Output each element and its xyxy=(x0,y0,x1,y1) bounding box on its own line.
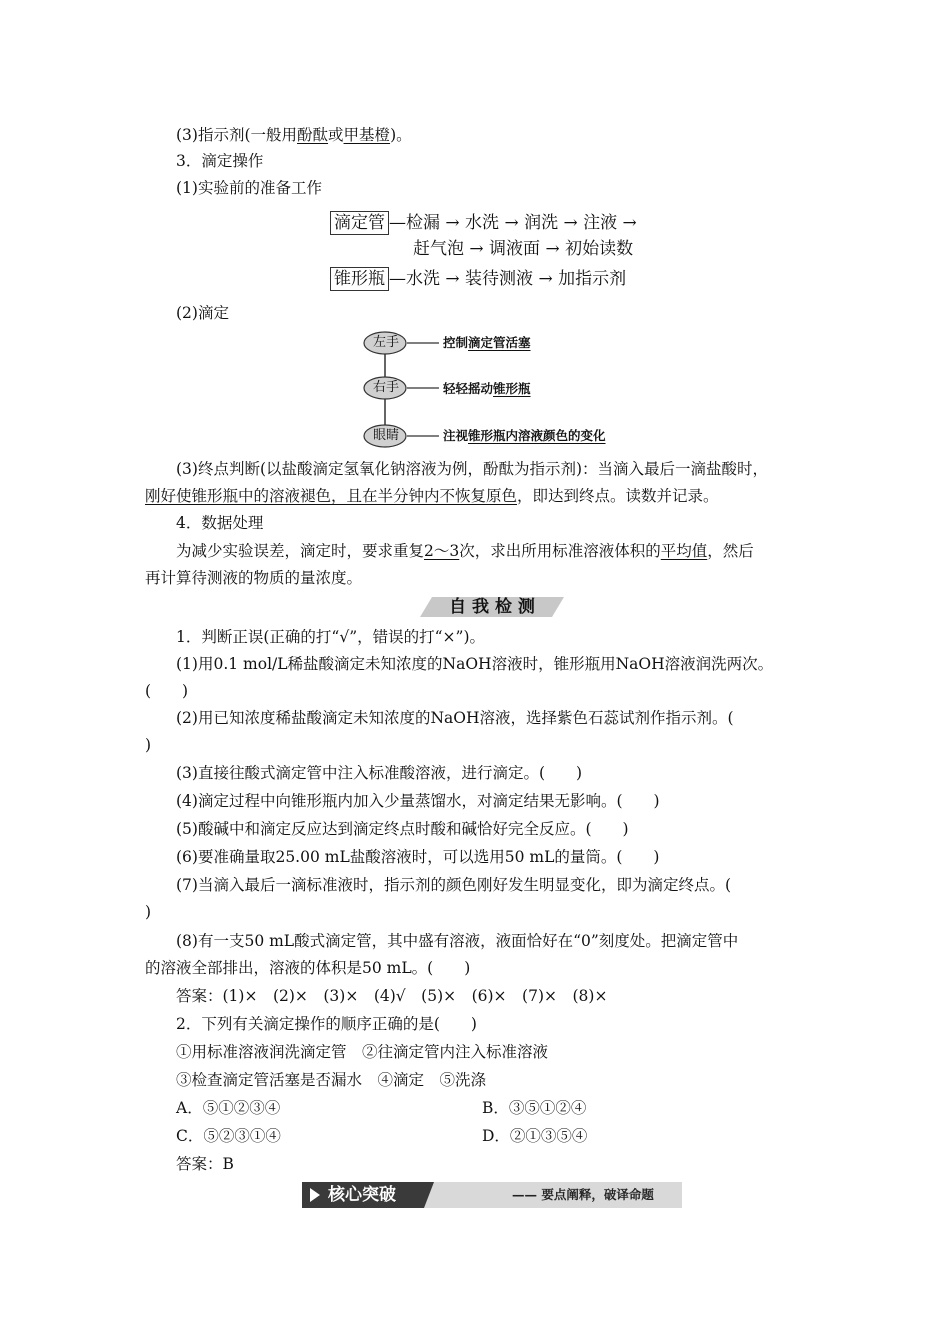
q1-7-paren: ) xyxy=(145,903,152,921)
q1-8: (8)有一支50 mL酸式滴定管，其中盛有溶液，液面恰好在“0”刻度处。把滴定管中 xyxy=(176,932,739,950)
eyes-label: 眼睛 xyxy=(372,428,399,443)
section-3-heading: 3．滴定操作 xyxy=(176,152,264,170)
section-3-1-heading: (1)实验前的准备工作 xyxy=(176,179,322,197)
answer-2: 答案：B xyxy=(176,1155,234,1173)
text: ，即达到终点。读数并记录。 xyxy=(517,487,719,505)
q1-1: (1)用0.1 mol/L稀盐酸滴定未知浓度的NaOH溶液时，锥形瓶用NaOH溶液润洗两次。 xyxy=(176,655,774,673)
average-value: 平均值 xyxy=(660,542,708,560)
q1-8-cont: 的溶液全部排出，溶液的体积是50 mL。( ) xyxy=(145,959,471,977)
text: )。 xyxy=(390,126,412,144)
endpoint-line1: (3)终点判断(以盐酸滴定氢氧化钠溶液为例，酚酞为指示剂)：当滴入最后一滴盐酸时， xyxy=(176,460,769,478)
data-processing-line2: 再计算待测液的物质的量浓度。 xyxy=(145,569,363,587)
flow-row-burette xyxy=(330,210,637,236)
q1-4: (4)滴定过程中向锥形瓶内加入少量蒸馏水，对滴定结果无影响。( ) xyxy=(176,792,660,810)
text: 轻轻摇动 xyxy=(443,381,494,396)
q1-2-paren: ) xyxy=(145,736,152,754)
text: 注视 xyxy=(443,428,469,443)
option-c: C．⑤②③①④ xyxy=(176,1127,281,1145)
section-4-heading: 4．数据处理 xyxy=(176,514,264,532)
methyl-orange: 甲基橙 xyxy=(343,126,391,144)
text: 为减少实验误差，滴定时，要求重复 xyxy=(176,542,425,560)
core-banner-subtitle: —— 要点阐释，破译命题 xyxy=(512,1187,654,1202)
repeat-count: 2～3 xyxy=(424,542,460,560)
q2-title: 2．下列有关滴定操作的顺序正确的是( ) xyxy=(176,1015,477,1033)
flask: 锥形瓶 xyxy=(493,381,531,396)
core-banner-title: 核心突破 xyxy=(328,1185,396,1205)
flow-row3: —水洗 → 装待测液 → 加指示剂 xyxy=(389,269,627,289)
endpoint-line2 xyxy=(145,485,719,507)
flow-row1: —检漏 → 水洗 → 润洗 → 注液 → xyxy=(389,213,637,233)
right-hand-label: 右手 xyxy=(372,380,399,395)
option-d: D．②①③⑤④ xyxy=(482,1127,588,1145)
section-3-2-heading: (2)滴定 xyxy=(176,304,229,322)
option-b: B．③⑤①②④ xyxy=(482,1099,587,1117)
flow-row2: 赶气泡 → 调液面 → 初始读数 xyxy=(413,239,634,259)
right-hand-action xyxy=(443,380,531,398)
self-check-title: 自 我 检 测 xyxy=(449,597,535,617)
q1-5: (5)酸碱中和滴定反应达到滴定终点时酸和碱恰好完全反应。( ) xyxy=(176,820,629,838)
text: 控制 xyxy=(443,335,469,350)
data-processing-line1 xyxy=(176,540,754,562)
indicator-line xyxy=(176,124,412,146)
burette-box: 滴定管 xyxy=(330,211,389,235)
q2-steps-2: ③检查滴定管活塞是否漏水 ④滴定 ⑤洗涤 xyxy=(176,1071,487,1089)
q1-1-paren: ( ) xyxy=(145,682,189,700)
text: (3)指示剂(一般用 xyxy=(176,126,298,144)
q1-6: (6)要准确量取25.00 mL盐酸溶液时，可以选用50 mL的量筒。( ) xyxy=(176,848,660,866)
q1-title: 1．判断正误(正确的打“√”，错误的打“×”)。 xyxy=(176,628,486,646)
flow-row-flask xyxy=(330,266,626,292)
text: ，然后 xyxy=(707,542,754,560)
q2-steps-1: ①用标准溶液润洗滴定管 ②往滴定管内注入标准溶液 xyxy=(176,1043,549,1061)
q1-3: (3)直接往酸式滴定管中注入标准酸溶液，进行滴定。( ) xyxy=(176,764,583,782)
endpoint-criterion: 刚好使锥形瓶中的溶液褪色，且在半分钟内不恢复原色 xyxy=(145,487,518,505)
eyes-action xyxy=(443,427,606,445)
left-hand-label: 左手 xyxy=(372,335,399,350)
text: 或 xyxy=(328,126,344,144)
q1-2: (2)用已知浓度稀盐酸滴定未知浓度的NaOH溶液，选择紫色石蕊试剂作指示剂。( xyxy=(176,709,734,727)
stopcock: 滴定管活塞 xyxy=(468,335,531,350)
text: 次，求出所用标准溶液体积的 xyxy=(459,542,661,560)
option-a: A．⑤①②③④ xyxy=(176,1099,281,1117)
flask-box: 锥形瓶 xyxy=(330,267,389,291)
q1-7: (7)当滴入最后一滴标准液时，指示剂的颜色刚好发生明显变化，即为滴定终点。( xyxy=(176,876,732,894)
answer-1: 答案：(1)× (2)× (3)× (4)√ (5)× (6)× (7)× (8)× xyxy=(176,987,608,1005)
left-hand-action xyxy=(443,334,531,352)
color-change: 锥形瓶内溶液颜色的变化 xyxy=(468,428,606,443)
phenolphthalein: 酚酞 xyxy=(297,126,329,144)
